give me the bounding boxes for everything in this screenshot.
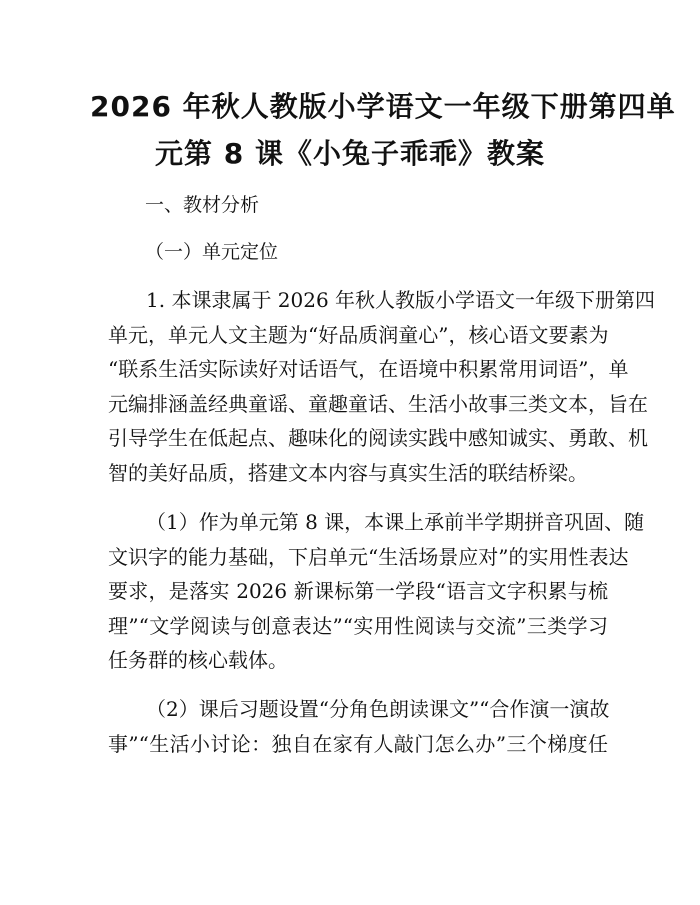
- paragraph-line: 文识字的能力基础，下启单元“生活场景应对”的实用性表达: [108, 544, 629, 569]
- paragraph-lesson-role: [108, 505, 645, 678]
- document-title-line-1: 2026 年秋人教版小学语文一年级下册第四单: [90, 90, 676, 123]
- document-title-line-2: 元第 8 课《小兔子乖乖》教案: [155, 137, 545, 170]
- subsection-heading: （一）单元定位: [145, 241, 279, 263]
- paragraph-line: 任务群的核心载体。: [108, 648, 288, 672]
- paragraph-line: 1. 本课隶属于 2026 年秋人教版小学语文一年级下册第四: [146, 288, 656, 312]
- paragraph-exercises: [108, 692, 608, 761]
- paragraph-line: 要求，是落实 2026 新课标第一学段“语言文字积累与梳: [108, 579, 608, 603]
- paragraph-line: 元编排涵盖经典童谣、童趣童话、生活小故事三类文本，旨在: [108, 391, 648, 416]
- paragraph-line: 引导学生在低起点、趣味化的阅读实践中感知诚实、勇敢、机: [108, 426, 648, 450]
- paragraph-line: 单元，单元人文主题为“好品质润童心”，核心语文要素为: [108, 322, 609, 347]
- paragraph-unit-position: [108, 283, 656, 490]
- paragraph-line: 理”“文学阅读与创意表达”“实用性阅读与交流”三类学习: [108, 613, 608, 638]
- paragraph-line: （1）作为单元第 8 课，本课上承前半学期拼音巩固、随: [146, 510, 645, 534]
- paragraph-line: “联系生活实际读好对话语气，在语境中积累常用词语”，单: [108, 357, 629, 381]
- paragraph-line: 智的美好品质，搭建文本内容与真实生活的联结桥梁。: [108, 460, 588, 485]
- paragraph-line: （2）课后习题设置“分角色朗读课文”“合作演一演故: [146, 697, 610, 721]
- paragraph-line: 事”“生活小讨论：独自在家有人敲门怎么办”三个梯度任: [108, 731, 608, 756]
- section-heading: 一、教材分析: [145, 194, 260, 216]
